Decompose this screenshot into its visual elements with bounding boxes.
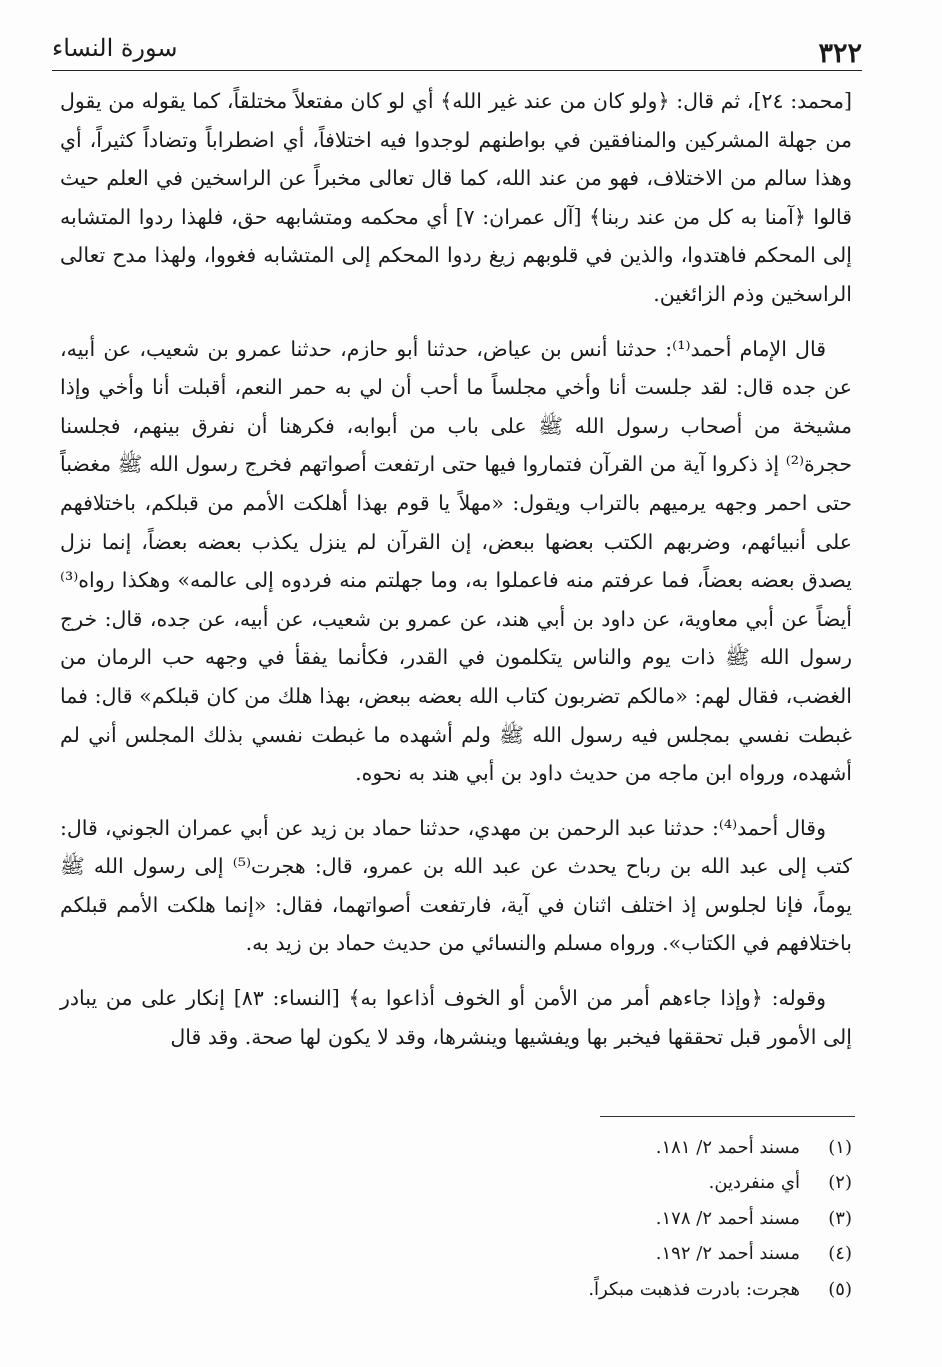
footnote-1 bbox=[300, 1132, 852, 1167]
paragraph-3: وقال أحمد⁽⁴⁾: حدثنا عبد الرحمن بن مهدي، حدثنا حماد بن زيد عن أبي عمران الجوني، قال: كتب إلى عبد الله بن رباح يحدث عن عبد الله بن عمرو، قال: هجرت⁽⁵⁾ إلى رسول الله ﷺ يوماً، فإنا لجلوس إذ اختلف اثنان في آية، فارتفعت أصواتهما، فقال: «إنما هلكت الأمم قبلكم باختلافهم في الكتاب». ورواه مسلم والنسائي من حديث حماد بن زيد به. bbox=[60, 815, 852, 956]
footnote-text: مسند أحمد ٢/ ١٧٨. bbox=[655, 1207, 800, 1229]
footnote-divider bbox=[600, 1116, 855, 1117]
footnote-number: (١) bbox=[828, 1137, 852, 1158]
running-header bbox=[52, 30, 862, 68]
footnote-4 bbox=[300, 1238, 852, 1273]
footnote-5 bbox=[300, 1274, 852, 1309]
footnote-text: مسند أحمد ٢/ ١٨١. bbox=[655, 1137, 800, 1158]
footnote-text: مسند أحمد ٢/ ١٩٢. bbox=[655, 1243, 800, 1265]
footnote-number: (٣) bbox=[828, 1207, 852, 1229]
footnote-2 bbox=[300, 1167, 852, 1202]
footnote-text: أي منفردين. bbox=[708, 1172, 800, 1194]
paragraph-2: قال الإمام أحمد⁽¹⁾: حدثنا أنس بن عياض، حدثنا أبو حازم، حدثنا عمرو بن شعيب، عن أبيه، عن جده قال: لقد جلست أنا وأخي مجلساً ما أحب أن لي به حمر النعم، أقبلت أنا وأخي وإذا مشيخة من أصحاب رسول الله ﷺ على باب من أبوابه، فكرهنا أن نفرق بينهم، فجلسنا حجرة⁽²⁾ إذ ذكروا آية من القرآن فتماروا فيها حتى ارتفعت أصواتهم فخرج رسول الله ﷺ مغضباً حتى احمر وجهه يرميهم بالتراب ويقول: «مهلاً يا قوم بهذا أهلكت الأمم من قبلكم، باختلافهم على أنبيائهم، وضربهم الكتب بعضها ببعض، إن القرآن لم ينزل يكذب بعضه بعضاً، إنما نزل يصدق بعضه بعضاً، فما عرفتم منه فاعملوا به، وما جهلتم منه فردوه إلى عالمه» وهكذا رواه⁽³⁾ أيضاً عن أبي معاوية، عن داود بن أبي هند، عن عمرو بن شعيب، عن أبيه، عن جده، قال: خرج رسول الله ﷺ ذات يوم والناس يتكلمون في القدر، فكأنما يفقأ في وجهه حب الرمان من الغضب، فقال لهم: «مالكم تضربون كتاب الله بعضه ببعض، بهذا هلك من كان قبلكم» قال: فما غبطت نفسي بمجلس فيه رسول الله ﷺ ولم أشهده ما غبطت نفسي بذلك المجلس أني لم أشهده، ورواه ابن ماجه من حديث داود بن أبي هند به نحوه. bbox=[60, 336, 852, 786]
header-divider bbox=[52, 70, 862, 71]
page-number: ٣٢٢ bbox=[818, 38, 862, 69]
footnote-number: (٤) bbox=[828, 1243, 852, 1265]
footnote-text: هجرت: بادرت فذهبت مبكراً. bbox=[588, 1278, 800, 1300]
footnote-number: (٢) bbox=[828, 1172, 852, 1194]
footnote-number: (٥) bbox=[828, 1278, 852, 1300]
surah-title: سورة النساء bbox=[52, 34, 178, 62]
footnote-3 bbox=[300, 1203, 852, 1238]
main-text bbox=[60, 82, 852, 1072]
paragraph-1: [محمد: ٢٤]، ثم قال: ﴿ولو كان من عند غير الله﴾ أي لو كان مفتعلاً مختلقاً، كما يقوله من يقول من جهلة المشركين والمنافقين في بواطنهم لوجدوا فيه اختلافاً، أي اضطراباً وتضاداً كثيراً، أي وهذا سالم من الاختلاف، فهو من عند الله، كما قال تعالى مخبراً عن الراسخين في العلم حيث قالوا ﴿آمنا به كل من عند ربنا﴾ [آل عمران: ٧] أي محكمه ومتشابهه حق، فلهذا ردوا المتشابه إلى المحكم فاهتدوا، والذين في قلوبهم زيغ ردوا المحكم إلى المتشابه فغووا، ولهذا مدح تعالى الراسخين وذم الزائغين. bbox=[60, 89, 853, 306]
footnotes bbox=[300, 1132, 852, 1309]
paragraph-4: وقوله: ﴿وإذا جاءهم أمر من الأمن أو الخوف أذاعوا به﴾ [النساء: ٨٣] إنكار على من يبادر إلى الأمور قبل تحققها فيخبر بها ويفشيها وينشرها، وقد لا يكون لها صحة. وقد قال bbox=[60, 986, 852, 1049]
